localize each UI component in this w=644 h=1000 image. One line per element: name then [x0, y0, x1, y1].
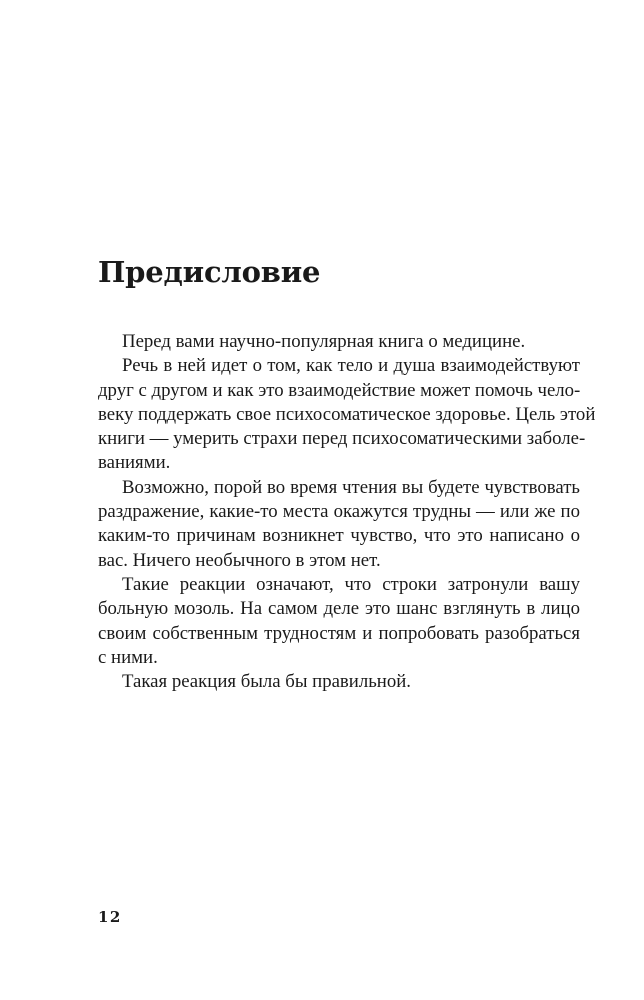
- text-line: больную мозоль. На самом деле это шанс взглянуть в лицо: [98, 598, 580, 620]
- text-line: друг с другом и как это взаимодействие может помочь чело-: [98, 379, 581, 401]
- page-number: 12: [98, 908, 122, 926]
- text-line: своим собственным трудностям и попробовать разобраться: [98, 622, 580, 644]
- body-text: [98, 330, 596, 694]
- page-title: Предисловие: [98, 255, 321, 289]
- text-line: Возможно, порой во время чтения вы будете чувствовать: [122, 476, 580, 498]
- text-line: Такие реакции означают, что строки затронули вашу: [122, 573, 580, 595]
- text-line: Речь в ней идет о том, как тело и душа взаимодействуют: [122, 355, 580, 377]
- text-line: ваниями.: [98, 452, 171, 474]
- text-line: с ними.: [98, 646, 158, 668]
- text-line: вас. Ничего необычного в этом нет.: [98, 549, 381, 571]
- text-line: книги — умерить страхи перед психосоматическими заболе-: [98, 428, 586, 450]
- text-line: Такая реакция была бы правильной.: [122, 671, 411, 693]
- text-line: каким-то причинам возникнет чувство, что это написано о: [98, 525, 580, 547]
- text-line: раздражение, какие-то места окажутся трудны — или же по: [98, 501, 580, 523]
- text-line: Перед вами научно-популярная книга о медицине.: [122, 331, 526, 352]
- text-line: веку поддержать свое психосоматическое здоровье. Цель этой: [98, 403, 596, 425]
